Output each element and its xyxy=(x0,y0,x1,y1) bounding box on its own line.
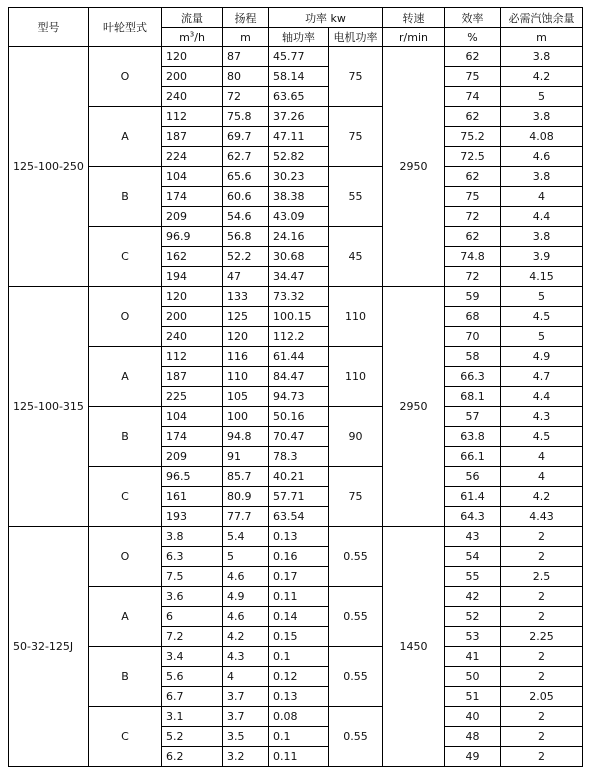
npsh-cell: 4 xyxy=(501,447,583,467)
motor-power-cell: 0.55 xyxy=(329,527,383,587)
efficiency-cell: 72 xyxy=(445,267,501,287)
flow-cell: 240 xyxy=(162,87,223,107)
flow-cell: 194 xyxy=(162,267,223,287)
impeller-type-cell: A xyxy=(89,107,162,167)
flow-cell: 6.3 xyxy=(162,547,223,567)
header-row xyxy=(9,8,583,28)
npsh-cell: 5 xyxy=(501,287,583,307)
shaft-power-cell: 0.16 xyxy=(269,547,329,567)
table-row xyxy=(9,587,583,607)
table-row xyxy=(9,47,583,67)
impeller-type-cell: O xyxy=(89,47,162,107)
shaft-power-cell: 63.65 xyxy=(269,87,329,107)
efficiency-cell: 74.8 xyxy=(445,247,501,267)
shaft-power-cell: 58.14 xyxy=(269,67,329,87)
shaft-power-cell: 30.68 xyxy=(269,247,329,267)
model-name-cell: 125-100-250 xyxy=(9,47,89,287)
head-cell: 133 xyxy=(223,287,269,307)
efficiency-cell: 66.1 xyxy=(445,447,501,467)
motor-power-cell: 0.55 xyxy=(329,707,383,767)
efficiency-cell: 66.3 xyxy=(445,367,501,387)
pump-performance-table xyxy=(8,7,583,767)
table-row xyxy=(9,107,583,127)
head-cell: 80.9 xyxy=(223,487,269,507)
head-cell: 4.2 xyxy=(223,627,269,647)
efficiency-cell: 75.2 xyxy=(445,127,501,147)
head-cell: 94.8 xyxy=(223,427,269,447)
flow-cell: 6.2 xyxy=(162,747,223,767)
shaft-power-cell: 40.21 xyxy=(269,467,329,487)
flow-cell: 120 xyxy=(162,287,223,307)
head-cell: 3.5 xyxy=(223,727,269,747)
speed-cell: 2950 xyxy=(383,287,445,527)
efficiency-cell: 55 xyxy=(445,567,501,587)
flow-cell: 112 xyxy=(162,347,223,367)
efficiency-cell: 68.1 xyxy=(445,387,501,407)
flow-cell: 3.6 xyxy=(162,587,223,607)
shaft-power-cell: 100.15 xyxy=(269,307,329,327)
flow-cell: 225 xyxy=(162,387,223,407)
npsh-cell: 4.7 xyxy=(501,367,583,387)
efficiency-cell: 51 xyxy=(445,687,501,707)
shaft-power-cell: 0.1 xyxy=(269,647,329,667)
head-cell: 77.7 xyxy=(223,507,269,527)
head-cell: 85.7 xyxy=(223,467,269,487)
head-cell: 4.6 xyxy=(223,607,269,627)
npsh-cell: 4.43 xyxy=(501,507,583,527)
efficiency-cell: 75 xyxy=(445,187,501,207)
head-cell: 116 xyxy=(223,347,269,367)
npsh-cell: 3.8 xyxy=(501,47,583,67)
efficiency-cell: 74 xyxy=(445,87,501,107)
shaft-power-cell: 0.15 xyxy=(269,627,329,647)
efficiency-cell: 72.5 xyxy=(445,147,501,167)
head-cell: 54.6 xyxy=(223,207,269,227)
unit-npsh: m xyxy=(501,28,583,47)
flow-cell: 187 xyxy=(162,127,223,147)
table-row xyxy=(9,347,583,367)
shaft-power-cell: 30.23 xyxy=(269,167,329,187)
motor-power-cell: 90 xyxy=(329,407,383,467)
head-cell: 91 xyxy=(223,447,269,467)
model-name-cell: 50-32-125J xyxy=(9,527,89,767)
npsh-cell: 3.9 xyxy=(501,247,583,267)
table-row xyxy=(9,287,583,307)
head-cell: 75.8 xyxy=(223,107,269,127)
motor-power-cell: 75 xyxy=(329,107,383,167)
flow-cell: 5.6 xyxy=(162,667,223,687)
shaft-power-cell: 0.08 xyxy=(269,707,329,727)
flow-cell: 209 xyxy=(162,447,223,467)
npsh-cell: 4.15 xyxy=(501,267,583,287)
head-cell: 47 xyxy=(223,267,269,287)
head-cell: 4.9 xyxy=(223,587,269,607)
flow-cell: 187 xyxy=(162,367,223,387)
table-row xyxy=(9,227,583,247)
flow-cell: 240 xyxy=(162,327,223,347)
flow-cell: 3.8 xyxy=(162,527,223,547)
shaft-power-cell: 78.3 xyxy=(269,447,329,467)
flow-cell: 96.9 xyxy=(162,227,223,247)
head-cell: 56.8 xyxy=(223,227,269,247)
npsh-cell: 3.8 xyxy=(501,167,583,187)
head-cell: 4.6 xyxy=(223,567,269,587)
flow-cell: 162 xyxy=(162,247,223,267)
npsh-cell: 2 xyxy=(501,547,583,567)
flow-cell: 96.5 xyxy=(162,467,223,487)
shaft-power-cell: 73.32 xyxy=(269,287,329,307)
shaft-power-cell: 94.73 xyxy=(269,387,329,407)
flow-cell: 6.7 xyxy=(162,687,223,707)
header-model: 型号 xyxy=(9,8,89,47)
unit-flow-tail: /h xyxy=(194,30,205,44)
shaft-power-cell: 0.13 xyxy=(269,687,329,707)
npsh-cell: 2 xyxy=(501,707,583,727)
shaft-power-cell: 34.47 xyxy=(269,267,329,287)
npsh-cell: 4.4 xyxy=(501,207,583,227)
shaft-power-cell: 47.11 xyxy=(269,127,329,147)
speed-cell: 1450 xyxy=(383,527,445,767)
head-cell: 62.7 xyxy=(223,147,269,167)
impeller-type-cell: C xyxy=(89,707,162,767)
npsh-cell: 2 xyxy=(501,747,583,767)
head-cell: 120 xyxy=(223,327,269,347)
header-flow: 流量 xyxy=(162,8,223,28)
shaft-power-cell: 24.16 xyxy=(269,227,329,247)
shaft-power-cell: 52.82 xyxy=(269,147,329,167)
flow-cell: 6 xyxy=(162,607,223,627)
head-cell: 60.6 xyxy=(223,187,269,207)
header-npsh: 必需汽蚀余量 xyxy=(501,8,583,28)
flow-cell: 200 xyxy=(162,67,223,87)
flow-cell: 224 xyxy=(162,147,223,167)
head-cell: 4.3 xyxy=(223,647,269,667)
model-name-cell: 125-100-315 xyxy=(9,287,89,527)
unit-motor-power: 电机功率 xyxy=(329,28,383,47)
npsh-cell: 4.08 xyxy=(501,127,583,147)
npsh-cell: 4 xyxy=(501,467,583,487)
unit-speed: r/min xyxy=(383,28,445,47)
npsh-cell: 2 xyxy=(501,667,583,687)
head-cell: 3.7 xyxy=(223,707,269,727)
efficiency-cell: 62 xyxy=(445,167,501,187)
flow-cell: 7.5 xyxy=(162,567,223,587)
efficiency-cell: 63.8 xyxy=(445,427,501,447)
npsh-cell: 4.2 xyxy=(501,487,583,507)
impeller-type-cell: B xyxy=(89,407,162,467)
efficiency-cell: 43 xyxy=(445,527,501,547)
shaft-power-cell: 63.54 xyxy=(269,507,329,527)
header-speed: 转速 xyxy=(383,8,445,28)
npsh-cell: 5 xyxy=(501,87,583,107)
unit-efficiency: % xyxy=(445,28,501,47)
impeller-type-cell: O xyxy=(89,527,162,587)
shaft-power-cell: 84.47 xyxy=(269,367,329,387)
efficiency-cell: 64.3 xyxy=(445,507,501,527)
motor-power-cell: 110 xyxy=(329,287,383,347)
npsh-cell: 4.5 xyxy=(501,427,583,447)
table-row xyxy=(9,167,583,187)
shaft-power-cell: 0.17 xyxy=(269,567,329,587)
motor-power-cell: 75 xyxy=(329,47,383,107)
efficiency-cell: 40 xyxy=(445,707,501,727)
table-row xyxy=(9,467,583,487)
head-cell: 72 xyxy=(223,87,269,107)
table-row xyxy=(9,407,583,427)
pump-performance-table-wrapper xyxy=(8,7,583,767)
table-row xyxy=(9,647,583,667)
head-cell: 100 xyxy=(223,407,269,427)
head-cell: 110 xyxy=(223,367,269,387)
efficiency-cell: 75 xyxy=(445,67,501,87)
flow-cell: 5.2 xyxy=(162,727,223,747)
impeller-type-cell: A xyxy=(89,587,162,647)
efficiency-cell: 70 xyxy=(445,327,501,347)
impeller-type-cell: O xyxy=(89,287,162,347)
flow-cell: 3.1 xyxy=(162,707,223,727)
table-row xyxy=(9,707,583,727)
npsh-cell: 3.8 xyxy=(501,227,583,247)
head-cell: 52.2 xyxy=(223,247,269,267)
unit-shaft-power: 轴功率 xyxy=(269,28,329,47)
flow-cell: 209 xyxy=(162,207,223,227)
npsh-cell: 2 xyxy=(501,727,583,747)
npsh-cell: 2.05 xyxy=(501,687,583,707)
npsh-cell: 2 xyxy=(501,647,583,667)
efficiency-cell: 54 xyxy=(445,547,501,567)
flow-cell: 174 xyxy=(162,427,223,447)
efficiency-cell: 58 xyxy=(445,347,501,367)
unit-head: m xyxy=(223,28,269,47)
shaft-power-cell: 0.11 xyxy=(269,587,329,607)
impeller-type-cell: B xyxy=(89,647,162,707)
head-cell: 87 xyxy=(223,47,269,67)
motor-power-cell: 0.55 xyxy=(329,587,383,647)
npsh-cell: 2 xyxy=(501,587,583,607)
efficiency-cell: 72 xyxy=(445,207,501,227)
npsh-cell: 2 xyxy=(501,527,583,547)
header-impeller: 叶轮型式 xyxy=(89,8,162,47)
efficiency-cell: 49 xyxy=(445,747,501,767)
efficiency-cell: 48 xyxy=(445,727,501,747)
shaft-power-cell: 45.77 xyxy=(269,47,329,67)
efficiency-cell: 56 xyxy=(445,467,501,487)
npsh-cell: 4.6 xyxy=(501,147,583,167)
shaft-power-cell: 38.38 xyxy=(269,187,329,207)
efficiency-cell: 50 xyxy=(445,667,501,687)
shaft-power-cell: 0.1 xyxy=(269,727,329,747)
efficiency-cell: 61.4 xyxy=(445,487,501,507)
npsh-cell: 4.3 xyxy=(501,407,583,427)
impeller-type-cell: C xyxy=(89,227,162,287)
shaft-power-cell: 61.44 xyxy=(269,347,329,367)
shaft-power-cell: 50.16 xyxy=(269,407,329,427)
head-cell: 125 xyxy=(223,307,269,327)
npsh-cell: 4 xyxy=(501,187,583,207)
unit-flow xyxy=(162,28,223,47)
npsh-cell: 4.4 xyxy=(501,387,583,407)
motor-power-cell: 55 xyxy=(329,167,383,227)
unit-flow-base: m xyxy=(179,30,190,44)
motor-power-cell: 45 xyxy=(329,227,383,287)
head-cell: 80 xyxy=(223,67,269,87)
head-cell: 105 xyxy=(223,387,269,407)
efficiency-cell: 59 xyxy=(445,287,501,307)
npsh-cell: 2 xyxy=(501,607,583,627)
head-cell: 65.6 xyxy=(223,167,269,187)
flow-cell: 112 xyxy=(162,107,223,127)
npsh-cell: 2.25 xyxy=(501,627,583,647)
efficiency-cell: 57 xyxy=(445,407,501,427)
efficiency-cell: 41 xyxy=(445,647,501,667)
shaft-power-cell: 70.47 xyxy=(269,427,329,447)
header-head: 扬程 xyxy=(223,8,269,28)
npsh-cell: 4.5 xyxy=(501,307,583,327)
npsh-cell: 4.9 xyxy=(501,347,583,367)
table-body xyxy=(9,47,583,767)
shaft-power-cell: 112.2 xyxy=(269,327,329,347)
impeller-type-cell: C xyxy=(89,467,162,527)
head-cell: 69.7 xyxy=(223,127,269,147)
motor-power-cell: 110 xyxy=(329,347,383,407)
shaft-power-cell: 37.26 xyxy=(269,107,329,127)
head-cell: 5.4 xyxy=(223,527,269,547)
efficiency-cell: 53 xyxy=(445,627,501,647)
efficiency-cell: 68 xyxy=(445,307,501,327)
shaft-power-cell: 0.14 xyxy=(269,607,329,627)
motor-power-cell: 0.55 xyxy=(329,647,383,707)
header-power: 功率 kw xyxy=(269,8,383,28)
npsh-cell: 3.8 xyxy=(501,107,583,127)
unit-flow-sup: 3 xyxy=(189,29,195,38)
impeller-type-cell: B xyxy=(89,167,162,227)
efficiency-cell: 62 xyxy=(445,107,501,127)
impeller-type-cell: A xyxy=(89,347,162,407)
shaft-power-cell: 57.71 xyxy=(269,487,329,507)
shaft-power-cell: 0.13 xyxy=(269,527,329,547)
efficiency-cell: 52 xyxy=(445,607,501,627)
npsh-cell: 5 xyxy=(501,327,583,347)
flow-cell: 174 xyxy=(162,187,223,207)
flow-cell: 7.2 xyxy=(162,627,223,647)
flow-cell: 200 xyxy=(162,307,223,327)
flow-cell: 161 xyxy=(162,487,223,507)
efficiency-cell: 62 xyxy=(445,47,501,67)
motor-power-cell: 75 xyxy=(329,467,383,527)
npsh-cell: 4.2 xyxy=(501,67,583,87)
efficiency-cell: 42 xyxy=(445,587,501,607)
efficiency-cell: 62 xyxy=(445,227,501,247)
flow-cell: 104 xyxy=(162,407,223,427)
flow-cell: 193 xyxy=(162,507,223,527)
flow-cell: 104 xyxy=(162,167,223,187)
head-cell: 3.7 xyxy=(223,687,269,707)
head-cell: 4 xyxy=(223,667,269,687)
shaft-power-cell: 0.12 xyxy=(269,667,329,687)
shaft-power-cell: 0.11 xyxy=(269,747,329,767)
head-cell: 3.2 xyxy=(223,747,269,767)
flow-cell: 120 xyxy=(162,47,223,67)
header-efficiency: 效率 xyxy=(445,8,501,28)
shaft-power-cell: 43.09 xyxy=(269,207,329,227)
flow-cell: 3.4 xyxy=(162,647,223,667)
npsh-cell: 2.5 xyxy=(501,567,583,587)
speed-cell: 2950 xyxy=(383,47,445,287)
table-row xyxy=(9,527,583,547)
head-cell: 5 xyxy=(223,547,269,567)
